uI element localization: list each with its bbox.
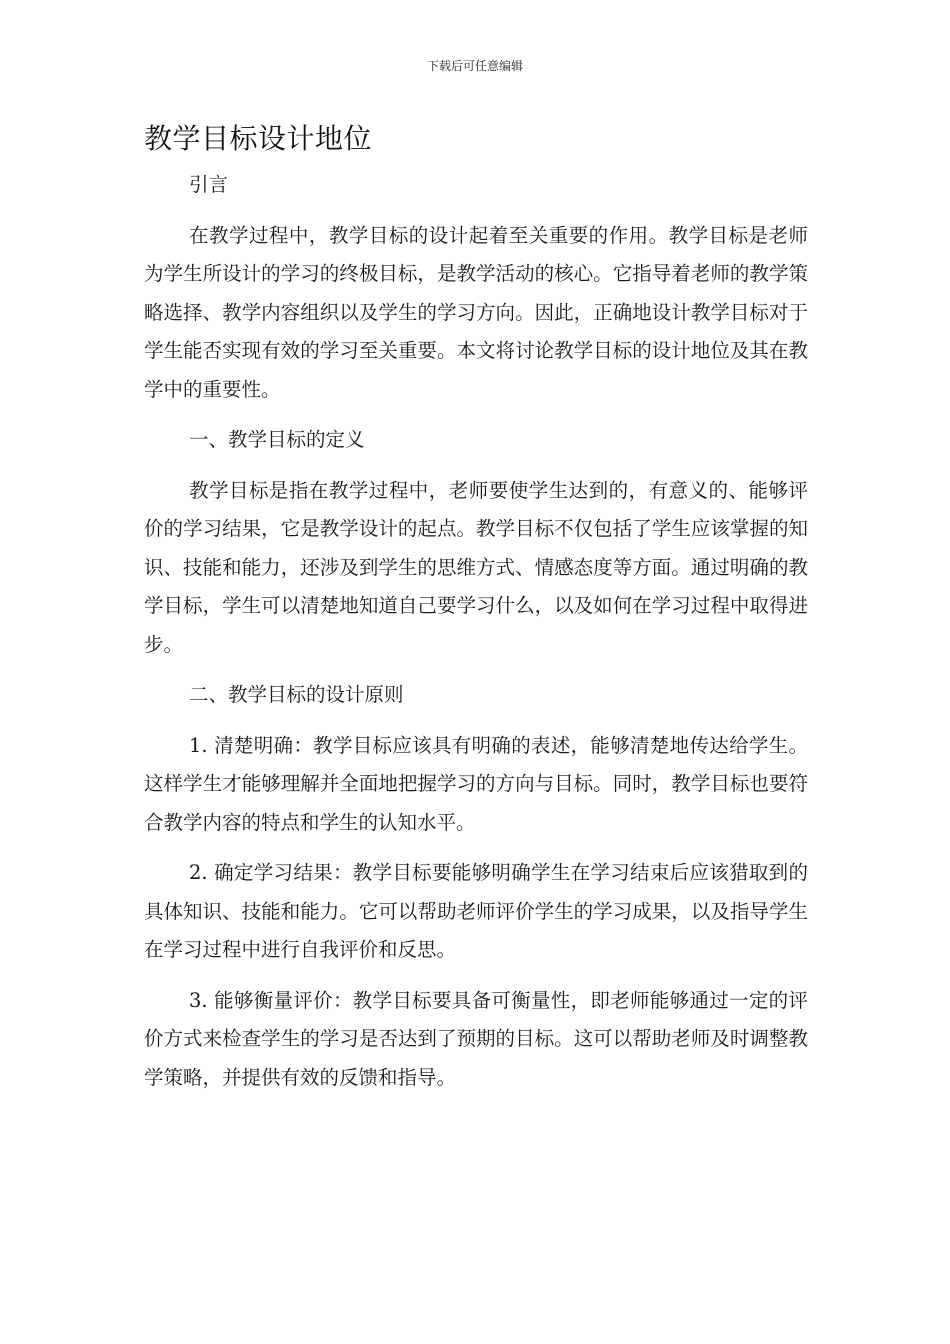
section-1-heading: 一、教学目标的定义 bbox=[189, 428, 365, 451]
document-body bbox=[144, 166, 808, 1109]
section-2-heading: 二、教学目标的设计原则 bbox=[189, 683, 404, 706]
intro-paragraph: 在教学过程中，教学目标的设计起着至关重要的作用。教学目标是老师为学生所设计的学习的终极目标，是教学活动的核心。它指导着老师的教学策略选择、教学内容组织以及学生的学习方向。因此，正确地设计教学目标对于学生能否实现有效的学习至关重要。本文将讨论教学目标的设计地位及其在教学中的重要性。 bbox=[144, 223, 808, 401]
header-note: 下载后可任意编辑 bbox=[426, 59, 523, 73]
section-1-paragraph: 教学目标是指在教学过程中，老师要使学生达到的，有意义的、能够评价的学习结果，它是教学设计的起点。教学目标不仅包括了学生应该掌握的知识、技能和能力，还涉及到学生的思维方式、情感态度等方面。通过明确的教学目标，学生可以清楚地知道自己要学习什么，以及如何在学习过程中取得进步。 bbox=[144, 478, 808, 656]
principle-item-3: 3. 能够衡量评价：教学目标要具备可衡量性，即老师能够通过一定的评价方式来检查学生的学习是否达到了预期的目标。这可以帮助老师及时调整教学策略，并提供有效的反馈和指导。 bbox=[144, 988, 808, 1089]
principle-item-2: 2. 确定学习结果：教学目标要能够明确学生在学习结束后应该猎取到的具体知识、技能和能力。它可以帮助老师评价学生的学习成果，以及指导学生在学习过程中进行自我评价和反思。 bbox=[144, 861, 808, 961]
principle-item-1: 1. 清楚明确：教学目标应该具有明确的表述，能够清楚地传达给学生。这样学生才能够理解并全面地把握学习的方向与目标。同时，教学目标也要符合教学内容的特点和学生的认知水平。 bbox=[144, 733, 808, 834]
intro-heading: 引言 bbox=[189, 173, 229, 196]
document-title: 教学目标设计地位 bbox=[144, 122, 373, 155]
